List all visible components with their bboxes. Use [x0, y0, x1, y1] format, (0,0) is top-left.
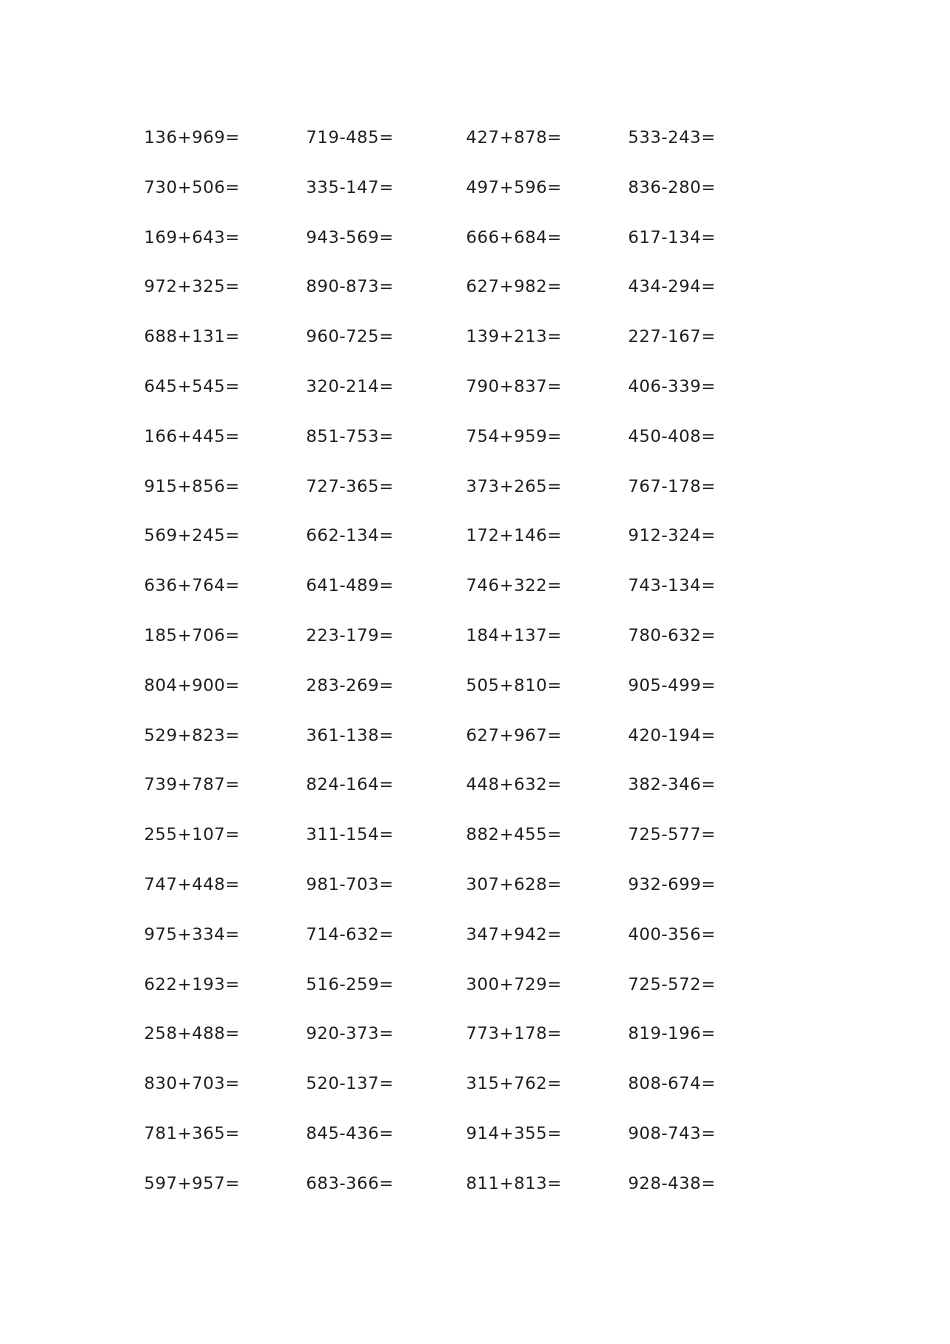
math-problem: 172+146= [466, 526, 562, 547]
math-problem: 747+448= [144, 874, 240, 895]
math-problem: 636+764= [144, 576, 240, 597]
math-problem: 300+729= [466, 974, 562, 995]
math-problem: 688+131= [144, 327, 240, 348]
problem-row [144, 226, 784, 276]
math-problem: 824-164= [306, 775, 394, 796]
math-problem: 836-280= [628, 177, 716, 198]
math-problem: 754+959= [466, 426, 562, 447]
math-problem: 373+265= [466, 476, 562, 497]
math-problem: 915+856= [144, 476, 240, 497]
problem-row [144, 1122, 784, 1172]
math-problem: 347+942= [466, 924, 562, 945]
math-problem: 830+703= [144, 1074, 240, 1095]
problem-row [144, 773, 784, 823]
math-problem: 767-178= [628, 476, 716, 497]
math-problem: 920-373= [306, 1024, 394, 1045]
math-problem: 617-134= [628, 227, 716, 248]
problem-row [144, 176, 784, 226]
math-problem: 666+684= [466, 227, 562, 248]
math-problem: 725-577= [628, 825, 716, 846]
math-problem: 727-365= [306, 476, 394, 497]
math-problem: 627+982= [466, 277, 562, 298]
math-problem: 928-438= [628, 1173, 716, 1194]
math-problem: 914+355= [466, 1123, 562, 1144]
math-problem: 972+325= [144, 277, 240, 298]
math-problem: 400-356= [628, 924, 716, 945]
math-problem: 283-269= [306, 675, 394, 696]
math-problem: 258+488= [144, 1024, 240, 1045]
math-problem: 819-196= [628, 1024, 716, 1045]
problem-row [144, 126, 784, 176]
math-problem: 932-699= [628, 874, 716, 895]
math-problem: 739+787= [144, 775, 240, 796]
problem-row [144, 524, 784, 574]
math-problem: 627+967= [466, 725, 562, 746]
problem-row [144, 1022, 784, 1072]
math-problem: 516-259= [306, 974, 394, 995]
math-problem: 662-134= [306, 526, 394, 547]
problem-row [144, 973, 784, 1023]
math-problem: 882+455= [466, 825, 562, 846]
problem-row [144, 375, 784, 425]
problem-row [144, 275, 784, 325]
math-problem: 804+900= [144, 675, 240, 696]
problem-row [144, 724, 784, 774]
problem-row [144, 1172, 784, 1222]
math-problem: 743-134= [628, 576, 716, 597]
math-problem: 169+643= [144, 227, 240, 248]
math-problem: 714-632= [306, 924, 394, 945]
math-problem: 320-214= [306, 376, 394, 397]
math-problem: 450-408= [628, 426, 716, 447]
math-problem: 315+762= [466, 1074, 562, 1095]
math-problem: 420-194= [628, 725, 716, 746]
arithmetic-problem-grid [144, 126, 784, 1222]
math-problem: 307+628= [466, 874, 562, 895]
math-problem: 975+334= [144, 924, 240, 945]
math-problem: 497+596= [466, 177, 562, 198]
problem-row [144, 475, 784, 525]
math-problem: 382-346= [628, 775, 716, 796]
math-problem: 811+813= [466, 1173, 562, 1194]
math-problem: 908-743= [628, 1123, 716, 1144]
math-problem: 719-485= [306, 128, 394, 148]
math-problem: 569+245= [144, 526, 240, 547]
math-problem: 185+706= [144, 625, 240, 646]
math-problem: 851-753= [306, 426, 394, 447]
math-problem: 725-572= [628, 974, 716, 995]
problem-row [144, 823, 784, 873]
math-problem: 845-436= [306, 1123, 394, 1144]
math-problem: 520-137= [306, 1074, 394, 1095]
math-problem: 943-569= [306, 227, 394, 248]
math-problem: 311-154= [306, 825, 394, 846]
math-problem: 780-632= [628, 625, 716, 646]
math-problem: 533-243= [628, 128, 716, 148]
math-problem: 746+322= [466, 576, 562, 597]
problem-row [144, 574, 784, 624]
math-problem: 529+823= [144, 725, 240, 746]
math-problem: 227-167= [628, 327, 716, 348]
math-problem: 641-489= [306, 576, 394, 597]
math-problem: 622+193= [144, 974, 240, 995]
math-problem: 645+545= [144, 376, 240, 397]
problem-row [144, 1072, 784, 1122]
math-problem: 184+137= [466, 625, 562, 646]
math-problem: 335-147= [306, 177, 394, 198]
math-problem: 136+969= [144, 128, 240, 148]
math-problem: 505+810= [466, 675, 562, 696]
problem-row [144, 325, 784, 375]
math-problem: 683-366= [306, 1173, 394, 1194]
math-problem: 448+632= [466, 775, 562, 796]
math-problem: 981-703= [306, 874, 394, 895]
math-problem: 790+837= [466, 376, 562, 397]
math-problem: 434-294= [628, 277, 716, 298]
math-problem: 223-179= [306, 625, 394, 646]
math-problem: 808-674= [628, 1074, 716, 1095]
math-problem: 905-499= [628, 675, 716, 696]
math-problem: 427+878= [466, 128, 562, 148]
math-problem: 960-725= [306, 327, 394, 348]
math-problem: 773+178= [466, 1024, 562, 1045]
problem-row [144, 674, 784, 724]
problem-row [144, 425, 784, 475]
problem-row [144, 923, 784, 973]
math-problem: 890-873= [306, 277, 394, 298]
math-problem: 361-138= [306, 725, 394, 746]
math-problem: 166+445= [144, 426, 240, 447]
problem-row [144, 873, 784, 923]
math-problem: 597+957= [144, 1173, 240, 1194]
math-problem: 730+506= [144, 177, 240, 198]
math-problem: 255+107= [144, 825, 240, 846]
math-problem: 406-339= [628, 376, 716, 397]
problem-row [144, 624, 784, 674]
math-problem: 781+365= [144, 1123, 240, 1144]
math-problem: 139+213= [466, 327, 562, 348]
math-problem: 912-324= [628, 526, 716, 547]
